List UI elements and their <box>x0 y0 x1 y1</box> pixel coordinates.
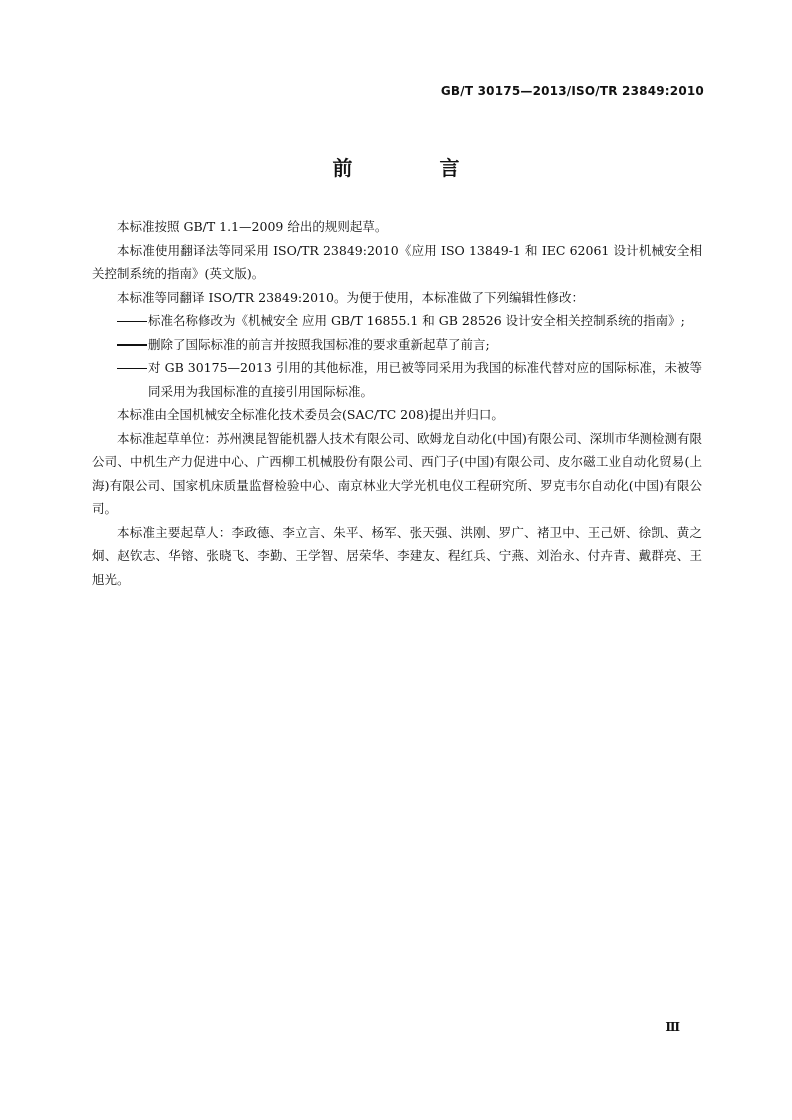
paragraph-drafters: 本标准主要起草人：李政德、李立言、朱平、杨军、张天强、洪刚、罗广、褚卫中、王己妍、徐凯、黄之炯、赵钦志、华镕、张晓飞、李勤、王学智、居荣华、李建友、程红兵、宁燕、刘治永、付卉青、戴群亮、王旭光。 <box>92 524 702 587</box>
edit-item-text: 删除了国际标准的前言并按照我国标准的要求重新起草了前言; <box>148 336 490 352</box>
standard-code: GB/T 30175—2013/ISO/TR 23849:2010 <box>440 84 704 98</box>
edit-item-text: 标准名称修改为《机械安全 应用 GB/T 16855.1 和 GB 28526 设计安全相关控制系统的指南》; <box>148 313 685 328</box>
edit-item <box>92 333 702 357</box>
dash-marker <box>117 368 147 370</box>
edit-item <box>92 309 702 333</box>
paragraph-drafting-rules: 本标准按照 GB/T 1.1—2009 给出的规则起草。 <box>117 219 388 234</box>
edit-item <box>92 356 702 403</box>
paragraph-drafting-units: 本标准起草单位：苏州澳昆智能机器人技术有限公司、欧姆龙自动化(中国)有限公司、深圳市华测检测有限公司、中机生产力促进中心、广西柳工机械股份有限公司、西门子(中国)有限公司、皮尔磁工业自动化贸易(上海)有限公司、国家机床质量监督检验中心、南京林业大学光机电仪工程研究所、罗克韦尔自动化(中国)有限公司。 <box>92 430 702 516</box>
dash-marker <box>117 344 147 346</box>
dash-marker <box>117 321 147 323</box>
paragraph-proposed-by: 本标准由全国机械安全标准化技术委员会(SAC/TC 208)提出并归口。 <box>117 407 504 422</box>
paragraph-editorial-changes: 本标准等同翻译 ISO/TR 23849:2010。为便于使用，本标准做了下列编辑性修改： <box>117 289 584 305</box>
page-title: 前 言 <box>332 156 500 180</box>
paragraph-adoption-method: 本标准使用翻译法等同采用 ISO/TR 23849:2010《应用 ISO 13849-1 和 IEC 62061 设计机械安全相关控制系统的指南》(英文版)。 <box>92 242 702 281</box>
page-number: Ⅲ <box>665 1020 680 1034</box>
edit-item-text: 对 GB 30175—2013 引用的其他标准，用已被等同采用为我国的标准代替对应的国际标准，未被等同采用为我国标准的直接引用国际标准。 <box>148 360 702 399</box>
foreword-body <box>92 215 702 591</box>
